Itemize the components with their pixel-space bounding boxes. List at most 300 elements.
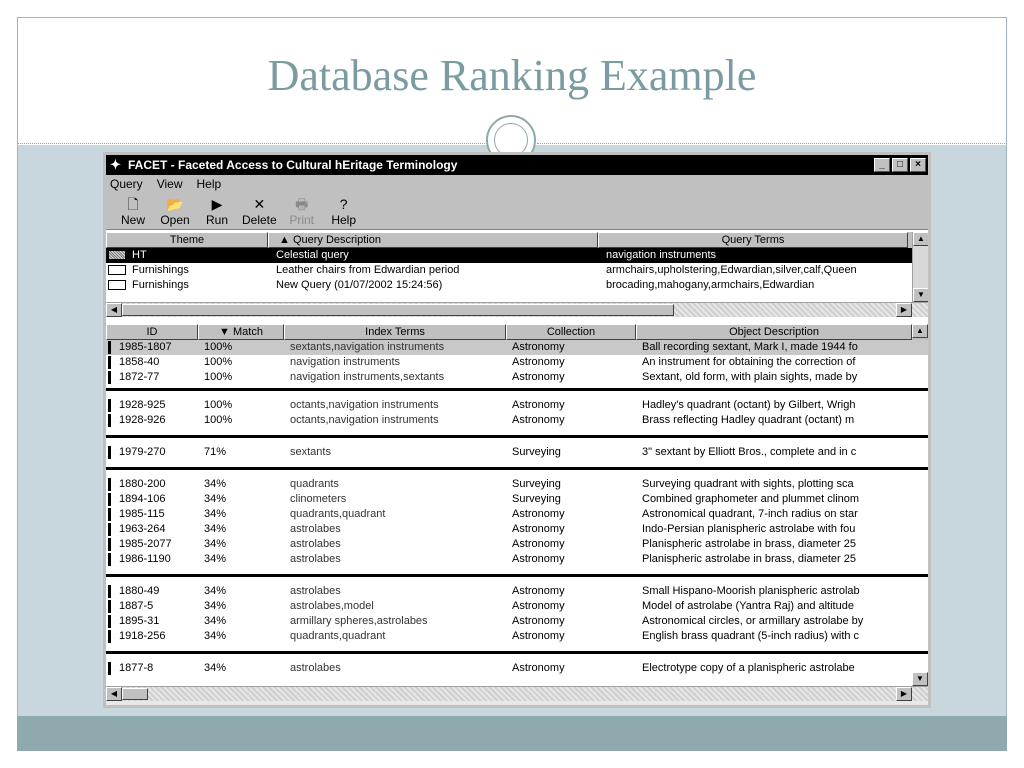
run-icon: ▶ — [211, 196, 223, 212]
query-cell — [106, 278, 268, 293]
menu-help[interactable]: Help — [196, 177, 222, 191]
result-cell-text: 1985-115 — [119, 508, 165, 520]
row-marker — [108, 630, 111, 643]
group-separator — [106, 574, 928, 577]
result-cell-text: Surveying quadrant with sights, plotting sca — [642, 478, 854, 490]
result-cell-text: Planispheric astrolabe in brass, diameter 25 — [642, 553, 857, 565]
result-cell-text: armillary spheres,astrolabes — [290, 615, 428, 627]
result-cell-text: Small Hispano-Moorish planispheric astrolab — [642, 585, 860, 597]
result-cell-text: quadrants,quadrant — [290, 630, 386, 642]
results-col-header-2[interactable]: Index Terms — [284, 324, 506, 340]
row-marker — [108, 399, 111, 412]
result-group — [106, 441, 928, 464]
query-cell — [598, 248, 908, 263]
minimize-button[interactable]: _ — [874, 158, 890, 172]
result-cell-text: sextants,navigation instruments — [290, 341, 445, 353]
result-cell — [636, 661, 912, 676]
query-hscroll-thumb[interactable] — [122, 304, 674, 316]
result-cell-text: octants,navigation instruments — [290, 399, 439, 411]
result-cell-text: 34% — [204, 630, 227, 642]
query-cell — [598, 263, 908, 278]
result-cell-text: 100% — [204, 414, 233, 426]
group-separator — [106, 467, 928, 470]
result-cell — [198, 355, 284, 370]
result-cell — [198, 522, 284, 537]
result-cell — [284, 398, 506, 413]
result-cell-text: Ball recording sextant, Mark I, made 1944 fo — [642, 341, 858, 353]
result-cell-text: Astronomy — [512, 356, 565, 368]
row-marker — [108, 493, 111, 506]
result-cell-text: 71% — [204, 446, 227, 458]
result-cell — [284, 584, 506, 599]
menu-query[interactable]: Query — [110, 177, 143, 191]
result-cell — [106, 584, 198, 599]
result-row[interactable] — [106, 445, 928, 460]
results-scroll-down-icon[interactable]: ▼ — [912, 672, 928, 686]
result-cell — [198, 398, 284, 413]
result-cell — [284, 507, 506, 522]
result-cell-text: Astronomy — [512, 662, 565, 674]
result-cell — [106, 537, 198, 552]
results-scroll-up-icon[interactable]: ▲ — [912, 324, 928, 338]
result-cell — [198, 629, 284, 644]
result-cell-text: Astronomy — [512, 615, 565, 627]
result-cell — [284, 537, 506, 552]
result-cell-text: clinometers — [290, 493, 347, 505]
result-cell — [636, 507, 912, 522]
result-group — [106, 340, 928, 385]
result-cell — [284, 355, 506, 370]
result-cell-text: 34% — [204, 493, 227, 505]
result-group — [106, 580, 928, 648]
result-cell — [506, 584, 636, 599]
result-cell — [506, 492, 636, 507]
result-cell-text: 1887-5 — [119, 600, 154, 612]
query-cell-text: Furnishings — [132, 279, 189, 291]
row-marker — [108, 538, 111, 551]
result-cell-text: Astronomy — [512, 538, 565, 550]
result-cell — [636, 492, 912, 507]
result-cell-text: 1918-256 — [119, 630, 166, 642]
result-cell-text: 34% — [204, 600, 227, 612]
result-cell — [198, 340, 284, 355]
result-cell-text: quadrants,quadrant — [290, 508, 386, 520]
result-cell-text: Astronomy — [512, 508, 565, 520]
result-cell-text: 100% — [204, 356, 233, 368]
result-cell-text: Electrotype copy of a planispheric astrolabe — [642, 662, 855, 674]
scroll-right-icon[interactable]: ▶ — [896, 303, 912, 317]
toolbar-label: Help — [331, 213, 357, 227]
result-cell — [636, 522, 912, 537]
result-cell-text: 34% — [204, 553, 227, 565]
result-cell-text: sextants — [290, 446, 331, 458]
result-cell — [636, 584, 912, 599]
query-col-header-2[interactable]: Query Terms — [598, 232, 908, 248]
result-cell — [506, 445, 636, 460]
result-cell-text: 34% — [204, 478, 227, 490]
query-cell — [268, 263, 598, 278]
toolbar-help-button[interactable] — [327, 196, 361, 227]
row-marker — [108, 371, 111, 384]
result-cell-text: 1979-270 — [119, 446, 166, 458]
query-row[interactable] — [106, 278, 928, 293]
result-cell — [506, 477, 636, 492]
query-hscroll[interactable] — [106, 302, 928, 317]
result-cell-text: 1985-1807 — [119, 341, 172, 353]
row-marker — [108, 523, 111, 536]
row-marker — [108, 662, 111, 675]
results-scroll-left-icon[interactable]: ◀ — [106, 687, 122, 701]
toolbar-new-button[interactable] — [116, 196, 150, 227]
print-icon: 🖶 — [295, 196, 309, 212]
open-icon: 📂 — [166, 196, 184, 212]
result-cell-text: 100% — [204, 371, 233, 383]
result-cell — [198, 507, 284, 522]
result-row[interactable] — [106, 413, 928, 428]
query-cell-text: navigation instruments — [606, 249, 717, 261]
result-cell — [636, 614, 912, 629]
result-cell-text: navigation instruments — [290, 356, 401, 368]
result-cell — [636, 629, 912, 644]
help-icon: ? — [339, 196, 348, 212]
result-cell-text: Brass reflecting Hadley quadrant (octant) m — [642, 414, 855, 426]
query-cell-text: New Query (01/07/2002 15:24:56) — [276, 279, 443, 291]
result-cell-text: 34% — [204, 523, 227, 535]
result-row[interactable] — [106, 629, 928, 644]
result-cell — [636, 340, 912, 355]
result-cell — [636, 552, 912, 567]
result-cell-text: Astronomical circles, or armillary astrolabe by — [642, 615, 864, 627]
results-col-header-3[interactable]: Collection — [506, 324, 636, 340]
result-cell — [106, 507, 198, 522]
scroll-down-icon[interactable]: ▼ — [913, 288, 929, 302]
query-list — [106, 232, 928, 318]
result-cell-text: Surveying — [512, 446, 561, 458]
results-rows — [106, 340, 928, 686]
result-cell — [284, 614, 506, 629]
toolbar — [106, 193, 928, 230]
results-vscroll[interactable] — [912, 324, 928, 686]
toolbar-label: Print — [289, 213, 315, 227]
result-cell — [506, 355, 636, 370]
result-cell — [636, 413, 912, 428]
result-cell-text: astrolabes — [290, 662, 341, 674]
toolbar-label: New — [120, 213, 145, 227]
row-marker — [108, 446, 111, 459]
result-cell-text: 1858-40 — [119, 356, 160, 368]
maximize-button[interactable]: □ — [892, 158, 908, 172]
result-cell — [284, 370, 506, 385]
result-group — [106, 657, 928, 680]
result-cell — [506, 552, 636, 567]
query-cell-text: brocading,mahogany,armchairs,Edwardian — [606, 279, 815, 291]
results-col-header-0[interactable]: ID — [106, 324, 198, 340]
result-cell-text: Sextant, old form, with plain sights, made by — [642, 371, 858, 383]
slide-title: Database Ranking Example — [267, 51, 757, 100]
query-cell-text: Leather chairs from Edwardian period — [276, 264, 460, 276]
result-row[interactable] — [106, 661, 928, 676]
query-cell — [598, 278, 908, 293]
result-cell-text: 3" sextant by Elliott Bros., complete and in c — [642, 446, 857, 458]
result-cell — [106, 477, 198, 492]
result-row[interactable] — [106, 398, 928, 413]
menu-bar — [106, 175, 928, 193]
result-cell — [198, 552, 284, 567]
query-col-header-1[interactable]: ▲ Query Description — [268, 232, 598, 248]
toolbar-open-button[interactable] — [158, 196, 192, 227]
result-cell — [284, 340, 506, 355]
results-list — [106, 324, 928, 705]
result-cell — [198, 537, 284, 552]
result-cell-text: Astronomical quadrant, 7-inch radius on star — [642, 508, 858, 520]
result-cell-text: 100% — [204, 341, 233, 353]
result-cell — [198, 584, 284, 599]
folder-icon — [108, 265, 126, 275]
result-cell — [506, 599, 636, 614]
result-cell-text: 34% — [204, 538, 227, 550]
toolbar-print-button[interactable] — [285, 196, 319, 227]
result-cell-text: quadrants — [290, 478, 339, 490]
result-cell-text: Astronomy — [512, 399, 565, 411]
row-marker — [108, 553, 111, 566]
toolbar-label: Delete — [242, 213, 277, 227]
result-cell-text: astrolabes,model — [290, 600, 374, 612]
row-marker — [108, 414, 111, 427]
result-cell — [284, 492, 506, 507]
result-cell-text: 34% — [204, 662, 227, 674]
result-cell-text: Model of astrolabe (Yantra Raj) and altitude — [642, 600, 854, 612]
result-cell — [284, 661, 506, 676]
divider-left — [17, 143, 487, 144]
result-cell-text: Planispheric astrolabe in brass, diameter 25 — [642, 538, 857, 550]
result-cell-text: 100% — [204, 399, 233, 411]
results-hscroll[interactable] — [106, 686, 928, 701]
result-cell-text: 34% — [204, 615, 227, 627]
query-list-rows — [106, 248, 928, 293]
result-cell-text: Astronomy — [512, 341, 565, 353]
result-cell-text: 1894-106 — [119, 493, 166, 505]
result-cell — [198, 492, 284, 507]
row-marker — [108, 585, 111, 598]
result-cell — [106, 599, 198, 614]
row-marker — [108, 508, 111, 521]
result-group — [106, 394, 928, 432]
result-cell — [198, 413, 284, 428]
result-cell — [506, 340, 636, 355]
result-cell-text: Surveying — [512, 478, 561, 490]
facet-window — [103, 152, 931, 708]
result-cell — [506, 629, 636, 644]
query-row[interactable] — [106, 248, 928, 263]
result-cell — [198, 370, 284, 385]
result-cell — [636, 537, 912, 552]
result-cell — [106, 522, 198, 537]
result-cell — [636, 398, 912, 413]
result-cell-text: Hadley's quadrant (octant) by Gilbert, Wrigh — [642, 399, 856, 411]
result-row[interactable] — [106, 599, 928, 614]
result-cell-text: Astronomy — [512, 600, 565, 612]
toolbar-run-button[interactable] — [200, 196, 234, 227]
result-cell — [106, 552, 198, 567]
result-row[interactable] — [106, 355, 928, 370]
result-cell — [636, 599, 912, 614]
toolbar-delete-button[interactable] — [242, 196, 277, 227]
result-row[interactable] — [106, 492, 928, 507]
result-cell-text: 1877-8 — [119, 662, 154, 674]
result-cell — [106, 340, 198, 355]
result-cell — [284, 522, 506, 537]
result-cell-text: astrolabes — [290, 553, 341, 565]
result-cell — [198, 614, 284, 629]
query-cell — [106, 248, 268, 263]
result-cell-text: Astronomy — [512, 630, 565, 642]
slide-footer-bar — [17, 716, 1007, 751]
scroll-up-icon[interactable]: ▲ — [913, 232, 929, 246]
result-cell-text: Astronomy — [512, 585, 565, 597]
result-cell-text: 1880-200 — [119, 478, 166, 490]
result-cell — [284, 599, 506, 614]
toolbar-label: Run — [205, 213, 228, 227]
query-vscroll[interactable] — [912, 232, 928, 302]
results-scroll-right-icon[interactable]: ▶ — [896, 687, 912, 701]
results-col-header-4[interactable]: Object Description — [636, 324, 912, 340]
result-cell-text: An instrument for obtaining the correction of — [642, 356, 856, 368]
results-col-header-1[interactable]: ▼ Match — [198, 324, 284, 340]
window-title: FACET - Faceted Access to Cultural hEritage Terminology — [128, 158, 458, 172]
result-cell-text: astrolabes — [290, 538, 341, 550]
menu-view[interactable]: View — [156, 177, 183, 191]
query-cell-text: Celestial query — [276, 249, 349, 261]
row-marker — [108, 600, 111, 613]
row-marker — [108, 615, 111, 628]
query-col-header-0[interactable]: Theme — [106, 232, 268, 248]
new-icon: 🗋 — [127, 196, 139, 212]
group-separator — [106, 651, 928, 654]
result-cell-text: navigation instruments,sextants — [290, 371, 445, 383]
result-cell-text: Combined graphometer and plummet clinom — [642, 493, 860, 505]
result-cell — [506, 413, 636, 428]
result-row[interactable] — [106, 522, 928, 537]
result-row[interactable] — [106, 614, 928, 629]
result-row[interactable] — [106, 552, 928, 567]
result-cell-text: 34% — [204, 585, 227, 597]
result-cell — [106, 445, 198, 460]
result-row[interactable] — [106, 370, 928, 385]
result-cell-text: Indo-Persian planispheric astrolabe with fou — [642, 523, 856, 535]
result-cell — [284, 629, 506, 644]
folder-icon — [108, 250, 126, 260]
result-cell — [106, 398, 198, 413]
toolbar-label: Open — [160, 213, 190, 227]
result-cell — [106, 413, 198, 428]
results-header — [106, 324, 928, 340]
result-cell — [106, 629, 198, 644]
result-cell-text: Astronomy — [512, 523, 565, 535]
result-cell — [198, 661, 284, 676]
result-cell — [636, 355, 912, 370]
result-cell — [106, 355, 198, 370]
result-cell — [198, 445, 284, 460]
result-row[interactable] — [106, 507, 928, 522]
folder-icon — [108, 280, 126, 290]
result-cell — [106, 492, 198, 507]
group-separator — [106, 388, 928, 391]
result-cell — [506, 370, 636, 385]
result-cell-text: 34% — [204, 508, 227, 520]
result-cell — [636, 477, 912, 492]
scroll-left-icon[interactable]: ◀ — [106, 303, 122, 317]
result-row[interactable] — [106, 584, 928, 599]
result-cell — [284, 413, 506, 428]
result-cell-text: 1985-2077 — [119, 538, 172, 550]
row-marker — [108, 356, 111, 369]
result-cell — [106, 661, 198, 676]
row-marker — [108, 341, 111, 354]
result-row[interactable] — [106, 537, 928, 552]
result-cell-text: Astronomy — [512, 371, 565, 383]
result-cell — [284, 552, 506, 567]
result-cell-text: Surveying — [512, 493, 561, 505]
result-cell — [506, 398, 636, 413]
result-cell-text: 1986-1190 — [119, 553, 171, 565]
result-cell-text: 1963-264 — [119, 523, 166, 535]
close-button[interactable]: × — [910, 158, 926, 172]
query-cell-text: armchairs,upholstering,Edwardian,silver,calf,Queen — [606, 264, 857, 276]
result-cell — [284, 477, 506, 492]
query-list-header — [106, 232, 928, 248]
result-cell-text: astrolabes — [290, 523, 341, 535]
result-cell-text: 1928-925 — [119, 399, 166, 411]
result-cell-text: 1928-926 — [119, 414, 166, 426]
row-marker — [108, 478, 111, 491]
result-cell — [506, 614, 636, 629]
group-separator — [106, 435, 928, 438]
result-cell-text: Astronomy — [512, 553, 565, 565]
results-hscroll-thumb[interactable] — [122, 688, 148, 700]
result-cell-text: 1872-77 — [119, 371, 160, 383]
result-cell-text: astrolabes — [290, 585, 341, 597]
result-cell-text: octants,navigation instruments — [290, 414, 439, 426]
query-row[interactable] — [106, 263, 928, 278]
result-cell-text: Astronomy — [512, 414, 565, 426]
query-cell-text: Furnishings — [132, 264, 189, 276]
divider-right — [537, 143, 1007, 144]
delete-icon: ✕ — [253, 196, 266, 212]
result-cell — [106, 614, 198, 629]
result-cell — [636, 445, 912, 460]
query-cell-text: HT — [132, 249, 147, 261]
result-cell — [506, 537, 636, 552]
window-titlebar — [106, 155, 928, 175]
result-row[interactable] — [106, 340, 928, 355]
result-cell — [198, 477, 284, 492]
result-row[interactable] — [106, 477, 928, 492]
result-cell-text: 1880-49 — [119, 585, 160, 597]
result-cell — [198, 599, 284, 614]
result-group — [106, 473, 928, 571]
result-cell — [284, 445, 506, 460]
query-cell — [268, 278, 598, 293]
result-cell — [106, 370, 198, 385]
query-cell — [106, 263, 268, 278]
query-cell — [268, 248, 598, 263]
result-cell — [506, 522, 636, 537]
result-cell — [636, 370, 912, 385]
result-cell-text: English brass quadrant (5-inch radius) with c — [642, 630, 860, 642]
result-cell-text: 1895-31 — [119, 615, 160, 627]
result-cell — [506, 507, 636, 522]
result-cell — [506, 661, 636, 676]
